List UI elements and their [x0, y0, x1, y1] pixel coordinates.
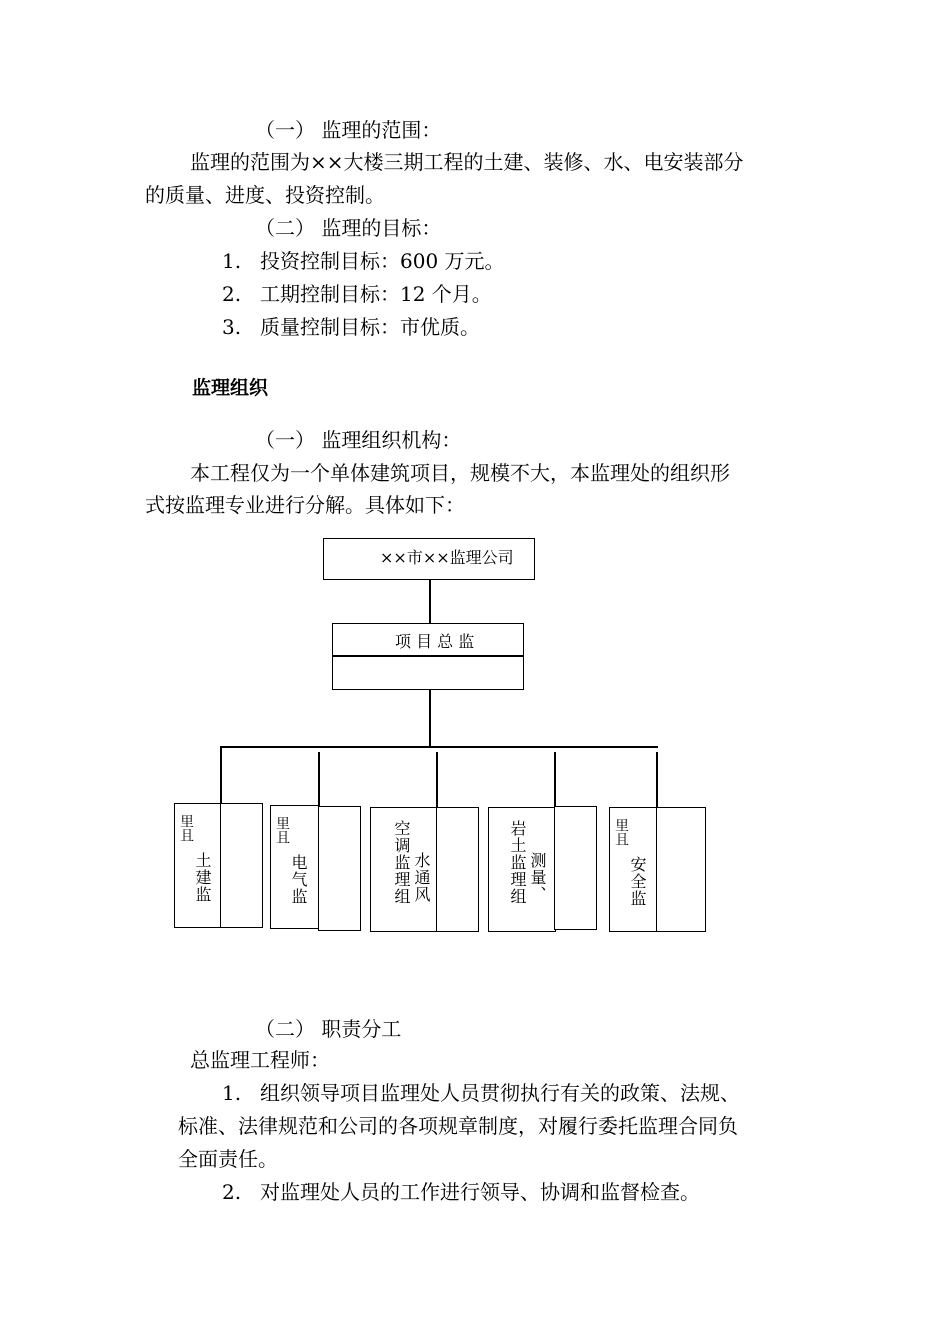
goal-item-number: 1. — [222, 249, 242, 273]
connector-line — [656, 752, 658, 808]
org-heading: （一） 监理组织机构： — [255, 428, 462, 452]
goals-heading: （二） 监理的目标： — [255, 216, 442, 240]
duty-item-text: 组织领导项目监理处人员贯彻执行有关的政策、法规、 — [260, 1081, 740, 1105]
goal-item-number: 3. — [222, 315, 242, 339]
group-side-box — [220, 803, 263, 928]
group-small-text: 里且 — [178, 814, 194, 842]
duties-role: 总监理工程师： — [190, 1048, 330, 1072]
group-small-text: 里且 — [613, 818, 629, 846]
goal-item-2 — [222, 282, 492, 306]
company-label: ××市××监理公司 — [380, 548, 514, 567]
goal-item-3 — [222, 315, 480, 339]
scope-heading: （一） 监理的范围： — [255, 118, 442, 142]
connector-line — [318, 752, 320, 806]
duty-item-1-line-2: 标准、法律规范和公司的各项规章制度，对履行委托监理合同负 — [178, 1114, 738, 1138]
connector-line — [429, 580, 431, 624]
duty-item-number: 1. — [222, 1081, 242, 1105]
group-side-box — [436, 807, 479, 932]
director-divider — [332, 655, 524, 657]
org-section-title: 监理组织 — [192, 377, 269, 399]
group-label: 土建监 — [193, 852, 212, 903]
duty-item-1-line-1 — [222, 1081, 740, 1105]
duty-item-text: 对监理处人员的工作进行领导、协调和监督检查。 — [260, 1180, 700, 1204]
group-label-secondary: 水通风 — [412, 852, 431, 903]
scope-paragraph-line-1: 监理的范围为××大楼三期工程的土建、装修、水、电安装部分 — [190, 150, 744, 174]
goal-item-text: 工期控制目标：12 个月。 — [260, 282, 492, 306]
duty-item-1-line-3: 全面责任。 — [178, 1147, 278, 1171]
group-label-secondary: 测量、 — [528, 852, 547, 903]
director-label: 项 目 总 监 — [395, 632, 475, 651]
company-box — [323, 538, 535, 580]
goal-item-number: 2. — [222, 282, 242, 306]
duty-item-number: 2. — [222, 1180, 242, 1204]
director-box — [332, 623, 524, 690]
goal-item-text: 质量控制目标：市优质。 — [260, 315, 480, 339]
group-small-text: 里且 — [274, 816, 290, 844]
group-side-box — [656, 807, 706, 932]
connector-line — [429, 690, 431, 747]
duty-item-2 — [222, 1180, 700, 1204]
goal-item-1 — [222, 249, 505, 273]
org-paragraph-line-2: 式按监理专业进行分解。具体如下： — [145, 493, 465, 517]
org-paragraph-line-1: 本工程仅为一个单体建筑项目，规模不大，本监理处的组织形 — [190, 461, 730, 485]
group-box-geotech — [488, 807, 556, 932]
group-label: 安全监 — [628, 856, 647, 907]
connector-line — [436, 752, 438, 808]
group-side-box — [554, 806, 597, 930]
scope-paragraph-line-2: 的质量、进度、投资控制。 — [145, 183, 385, 207]
group-label: 电气监 — [289, 854, 308, 905]
connector-bus — [220, 746, 658, 748]
group-side-box — [318, 806, 361, 931]
group-box-electrical — [270, 805, 320, 929]
group-label: 岩土监理组 — [508, 820, 527, 905]
group-box-civil — [174, 803, 222, 928]
group-box-safety — [609, 807, 658, 932]
connector-line — [554, 752, 556, 808]
goal-item-text: 投资控制目标：600 万元。 — [260, 249, 505, 273]
duties-heading: （二） 职责分工 — [255, 1017, 402, 1041]
group-box-hvac — [370, 807, 438, 932]
connector-line — [220, 746, 222, 804]
group-label: 空调监理组 — [392, 820, 411, 905]
